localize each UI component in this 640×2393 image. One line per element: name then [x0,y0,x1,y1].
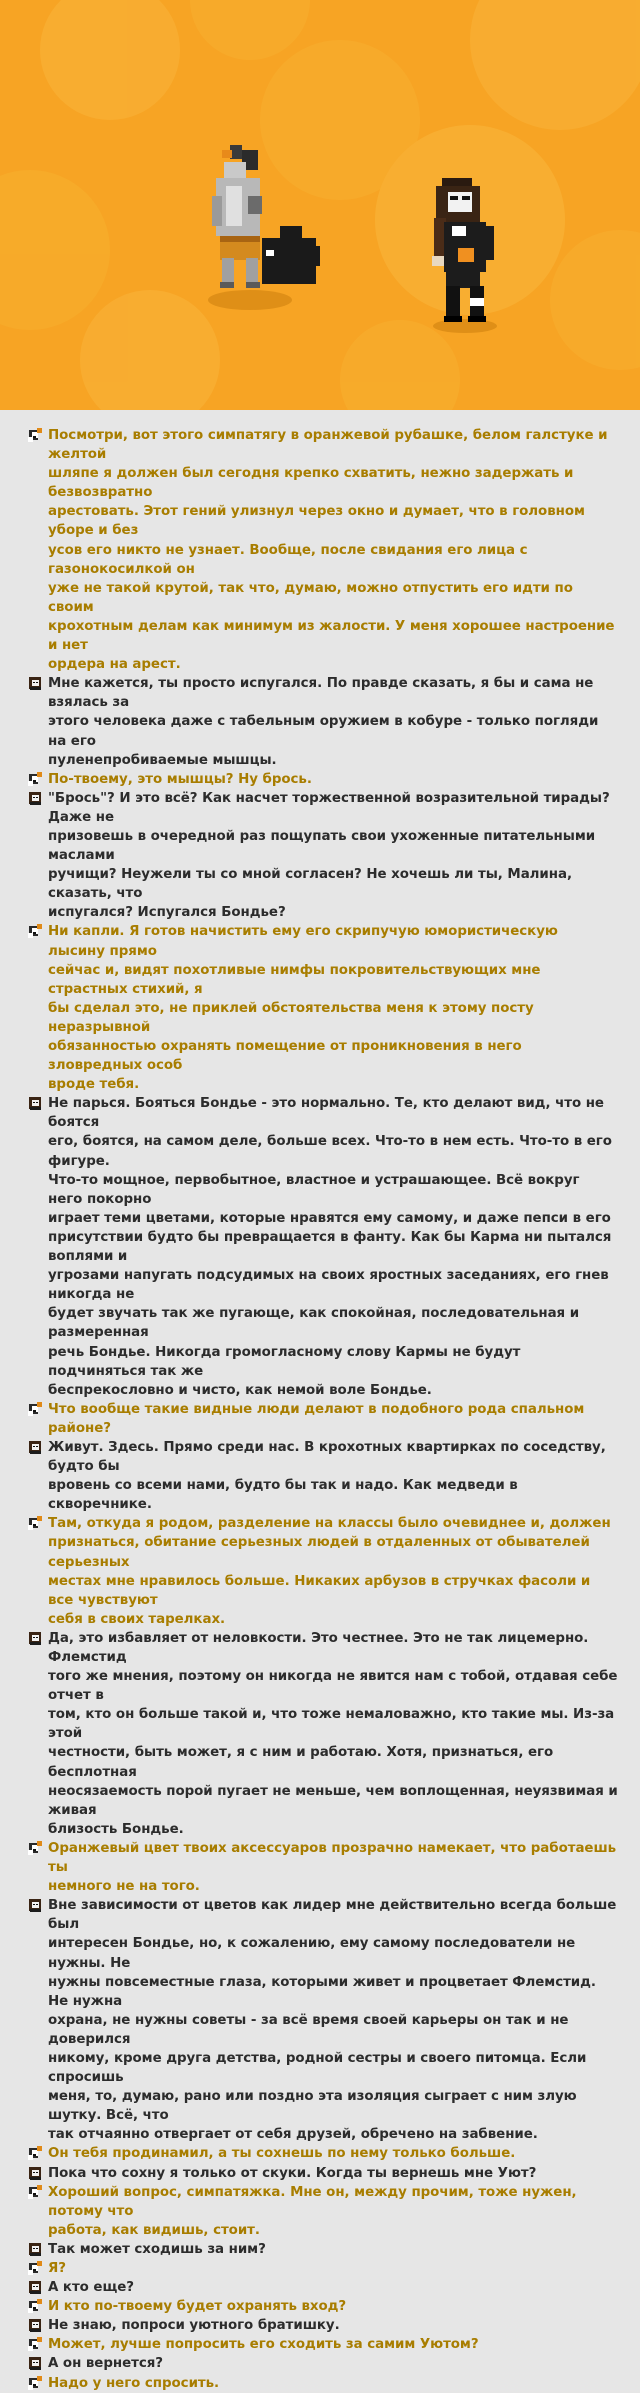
dialogue-text: этого человека даже с табельным оружием в кобуре - только погляди на его [48,714,599,749]
dialogue-line [0,922,640,960]
speaker1-avatar-icon [28,2299,43,2314]
dialogue-text: усов его никто не узнает. Вообще, после свидания его лица с газонокосилкой он [48,542,528,577]
dialogue-text: вровень со всеми нами, будто бы так и надо. Как медведи в скворечнике. [48,1478,518,1513]
dialogue-line [0,2183,640,2221]
speaker2-avatar-icon [28,1631,43,1646]
dialogue-text: Я? [48,2261,66,2276]
dialogue-text: Он тебя продинамил, а ты сохнешь по нему только больше. [48,2146,516,2162]
dialogue-line [0,2011,640,2049]
dialogue-line [0,1266,640,1304]
dialogue-line [0,2125,640,2144]
dialogue-line [0,579,640,617]
speaker1-avatar-icon [28,1516,43,1531]
dialogue-line [0,1839,640,1877]
dialogue-line [0,1973,640,2011]
dialogue-line [0,2164,640,2183]
dialogue-text: ручищи? Неужели ты со мной согласен? Не хочешь ли ты, Малина, сказать, что [48,867,572,902]
dialogue-line [0,1514,640,1533]
dialogue-line [0,789,640,827]
dialogue-line [0,1343,640,1381]
dialogue-line [0,541,640,579]
dialogue-text: его, боятся, на самом деле, больше всех. Что-то в нем есть. Что-то в его фигуре. [48,1134,612,1169]
dialogue-line [0,1896,640,1934]
dialogue-text: арестовать. Этот гений улизнул через окно и думает, что в головном уборе и без [48,504,585,539]
dialogue-line [0,770,640,789]
dialogue-line [0,1171,640,1209]
dialogue-text: призовешь в очередной раз пощупать свои ухоженные питательными маслами [48,828,596,864]
dialogue-text: Оранжевый цвет твоих аксессуаров прозрачно намекает, что работаешь ты [48,1840,617,1876]
dialogue-line [0,1304,640,1342]
dialogue-text: Не парься. Бояться Бондье - это нормально. Те, кто делают вид, что не боятся [48,1096,604,1131]
dialogue-line [0,502,640,540]
speaker2-avatar-icon [28,2318,43,2333]
scene-illustration [0,0,640,410]
dialogue-text: Что вообще такие видные люди делают в подобного рода спальном районе? [48,1401,585,1436]
dialogue-text: будет звучать так же пугающе, как спокойная, последовательная и размеренная [48,1306,580,1341]
dialogue-line [0,1705,640,1743]
dialogue-text: Не знаю, попроси уютного братишку. [48,2318,340,2334]
dialogue-line [0,1743,640,1781]
dialogue-line [0,1820,640,1839]
dialogue-line [0,426,640,464]
speaker2-avatar-icon [28,2280,43,2295]
dialogue-text: честности, быть может, я с ним и работаю. Хотя, признаться, его бесплотная [48,1745,554,1780]
dialogue-line [0,674,640,712]
dialogue-line [0,2316,640,2335]
speaker2-avatar-icon [28,676,43,691]
dialogue-text: По-твоему, это мышцы? Ну брось. [48,771,312,787]
speaker2-avatar-icon [28,2356,43,2371]
dialogue-text: пуленепробиваемые мышцы. [48,752,277,768]
speaker2-avatar-icon [28,1096,43,1111]
dialogue-text: близость Бондье. [48,1821,184,1837]
dialogue-text: неосязаемость порой пугает не меньше, чем воплощенная, неуязвимая и живая [48,1783,618,1818]
dialogue-line [0,903,640,922]
dialogue-text: И кто по-твоему будет охранять вход? [48,2299,347,2315]
dialogue-text: Да, это избавляет от неловкости. Это честнее. Это не так лицемерно. Флемстид [48,1630,589,1665]
speaker1-avatar-icon [28,428,43,443]
speaker2-avatar-icon [28,1440,43,1455]
dialogue-text: местах мне нравилось больше. Никаких арбузов в стручках фасоли и все чувствуют [48,1573,591,1608]
dialogue-text: меня, то, думаю, рано или поздно эта изоляция сыграет с ним злую шутку. Всё, что [48,2089,577,2124]
dialogue-line [0,655,640,674]
speaker1-avatar-icon [28,924,43,939]
speaker1-avatar-icon [28,2185,43,2200]
dialogue-text: играет теми цветами, которые нравятся ему самому, и даже пепси в его [48,1210,611,1226]
speaker1-avatar-icon [28,1402,43,1417]
dialogue-line [0,1438,640,1476]
dialogue-line [0,1934,640,1972]
dialogue-text: Так может сходишь за ним? [48,2241,266,2257]
dialogue-text: беспрекословно и чисто, как немой воле Бондье. [48,1382,432,1398]
speaker1-avatar-icon [28,2337,43,2352]
dialogue-line [0,1400,640,1438]
dialogue-text: Что-то мощное, первобытное, властное и устрашающее. Всё вокруг него покорно [48,1172,580,1207]
dialogue-line [0,1667,640,1705]
dialogue-line [0,2240,640,2259]
dialogue-text: А он вернется? [48,2356,163,2372]
dialogue-line [0,2297,640,2316]
scene-canvas [0,0,640,410]
speaker2-avatar-icon [28,791,43,806]
dialogue-text: работа, как видишь, стоит. [48,2222,260,2238]
speaker2-avatar-icon [28,1898,43,1913]
dialogue-text: Хороший вопрос, симпатяжка. Мне он, между прочим, тоже нужен, потому что [48,2184,577,2219]
dialogue-line [0,827,640,865]
dialogue-line [0,1476,640,1514]
dialogue-text: интересен Бондье, но, к сожалению, ему самому последователи не нужны. Не [48,1936,576,1971]
dialogue-log [0,410,640,2391]
dialogue-text: нужны повсеместные глаза, которыми живет и процветает Флемстид. Не нужна [48,1974,596,2009]
dialogue-text: ордера на арест. [48,657,181,673]
dialogue-text: Надо у него спросить. [48,2375,220,2391]
dialogue-text: шляпе я должен был сегодня крепко схватить, нежно задержать и безвозвратно [48,466,574,501]
dialogue-text: того же мнения, поэтому он никогда не явится нам с тобой, отдавая себе отчет в [48,1669,618,1704]
dialogue-text: себя в своих тарелках. [48,1611,226,1627]
dialogue-text: уже не такой крутой, так что, думаю, можно отпустить его идти по своим [48,580,573,615]
dialogue-text: крохотным делам как минимум из жалости. У меня хорошее настроение и нет [48,618,615,654]
dialogue-text: так отчаянно отвергает от себя друзей, обречено на забвение. [48,2127,538,2143]
dialogue-line [0,1228,640,1266]
dialogue-line [0,961,640,999]
speaker1-avatar-icon [28,2261,43,2276]
dialogue-text: бы сделал это, не приклей обстоятельства меня к этому посту неразрывной [48,1000,534,1035]
dialogue-text: Посмотри, вот этого симпатягу в оранжевой рубашке, белом галстуке и желтой [48,428,608,463]
dialogue-line [0,2221,640,2240]
dialogue-text: Ни капли. Я готов начистить ему его скрипучую юмористическую лысину прямо [48,924,558,959]
dialogue-text: "Брось"? И это всё? Как насчет торжественной возразительной тирады? Даже не [48,790,610,825]
dialogue-line [0,617,640,655]
speaker1-avatar-icon [28,2376,43,2391]
dialogue-text: Там, откуда я родом, разделение на классы было очевиднее и, должен [48,1516,611,1532]
speaker2-avatar-icon [28,2166,43,2181]
dialogue-text: присутствии будто бы превращается в фанту. Как бы Карма ни пытался воплями и [48,1229,612,1265]
speaker1-avatar-icon [28,1841,43,1856]
dialogue-text: Пока что сохну я только от скуки. Когда ты вернешь мне Уют? [48,2165,537,2181]
dialogue-line [0,2049,640,2087]
dialogue-line [0,1037,640,1075]
dialogue-line [0,1782,640,1820]
dialogue-line [0,1572,640,1610]
dialogue-line [0,1610,640,1629]
dialogue-line [0,1209,640,1228]
speaker1-avatar-icon [28,2146,43,2161]
dialogue-line [0,464,640,502]
dialogue-text: том, кто он больше такой и, что тоже немаловажно, кто такие мы. Из-за этой [48,1707,615,1742]
dialogue-text: немного не на того. [48,1879,200,1895]
dialogue-text: сейчас и, видят похотливые нимфы покровительствующих мне страстных стихий, я [48,962,541,997]
dialogue-line [0,999,640,1037]
dialogue-line [0,2259,640,2278]
dialogue-text: Вне зависимости от цветов как лидер мне действительно всегда больше был [48,1898,617,1933]
dialogue-line [0,751,640,770]
dialogue-text: признаться, обитание серьезных людей в отдаленных от обывателей серьезных [48,1535,590,1570]
speaker1-avatar-icon [28,772,43,787]
dialogue-line [0,2354,640,2373]
dialogue-line [0,865,640,903]
dialogue-text: угрозами напугать подсудимых на своих яростных заседаниях, его гнев никогда не [48,1268,609,1303]
dialogue-line [0,2087,640,2125]
dialogue-text: испугался? Испугался Бондье? [48,905,286,921]
dialogue-line [0,1381,640,1400]
dialogue-line [0,1132,640,1170]
speaker2-avatar-icon [28,2242,43,2257]
dialogue-text: вроде тебя. [48,1077,140,1093]
dialogue-line [0,2144,640,2163]
dialogue-line [0,1075,640,1094]
dialogue-line [0,2335,640,2354]
dialogue-text: Мне кажется, ты просто испугался. По правде сказать, я бы и сама не взялась за [48,676,594,711]
dialogue-text: А кто еще? [48,2280,134,2296]
dialogue-text: Может, лучше попросить его сходить за самим Уютом? [48,2337,479,2353]
dialogue-line [0,1877,640,1896]
dialogue-line [0,712,640,750]
dialogue-line [0,1533,640,1571]
dialogue-text: никому, кроме друга детства, родной сестры и своего питомца. Если спросишь [48,2050,587,2086]
dialogue-line [0,2374,640,2393]
dialogue-text: обязанностью охранять помещение от проникновения в него зловредных особ [48,1039,522,1074]
dialogue-text: Живут. Здесь. Прямо среди нас. В крохотных квартирках по соседству, будто бы [48,1439,606,1475]
dialogue-line [0,1094,640,1132]
dialogue-line [0,2278,640,2297]
dialogue-text: охрана, не нужны советы - за всё время своей карьеры он так и не доверился [48,2012,569,2047]
dialogue-line [0,1629,640,1667]
dialogue-text: речь Бондье. Никогда громогласному слову Кармы не будут подчиняться так же [48,1344,521,1379]
